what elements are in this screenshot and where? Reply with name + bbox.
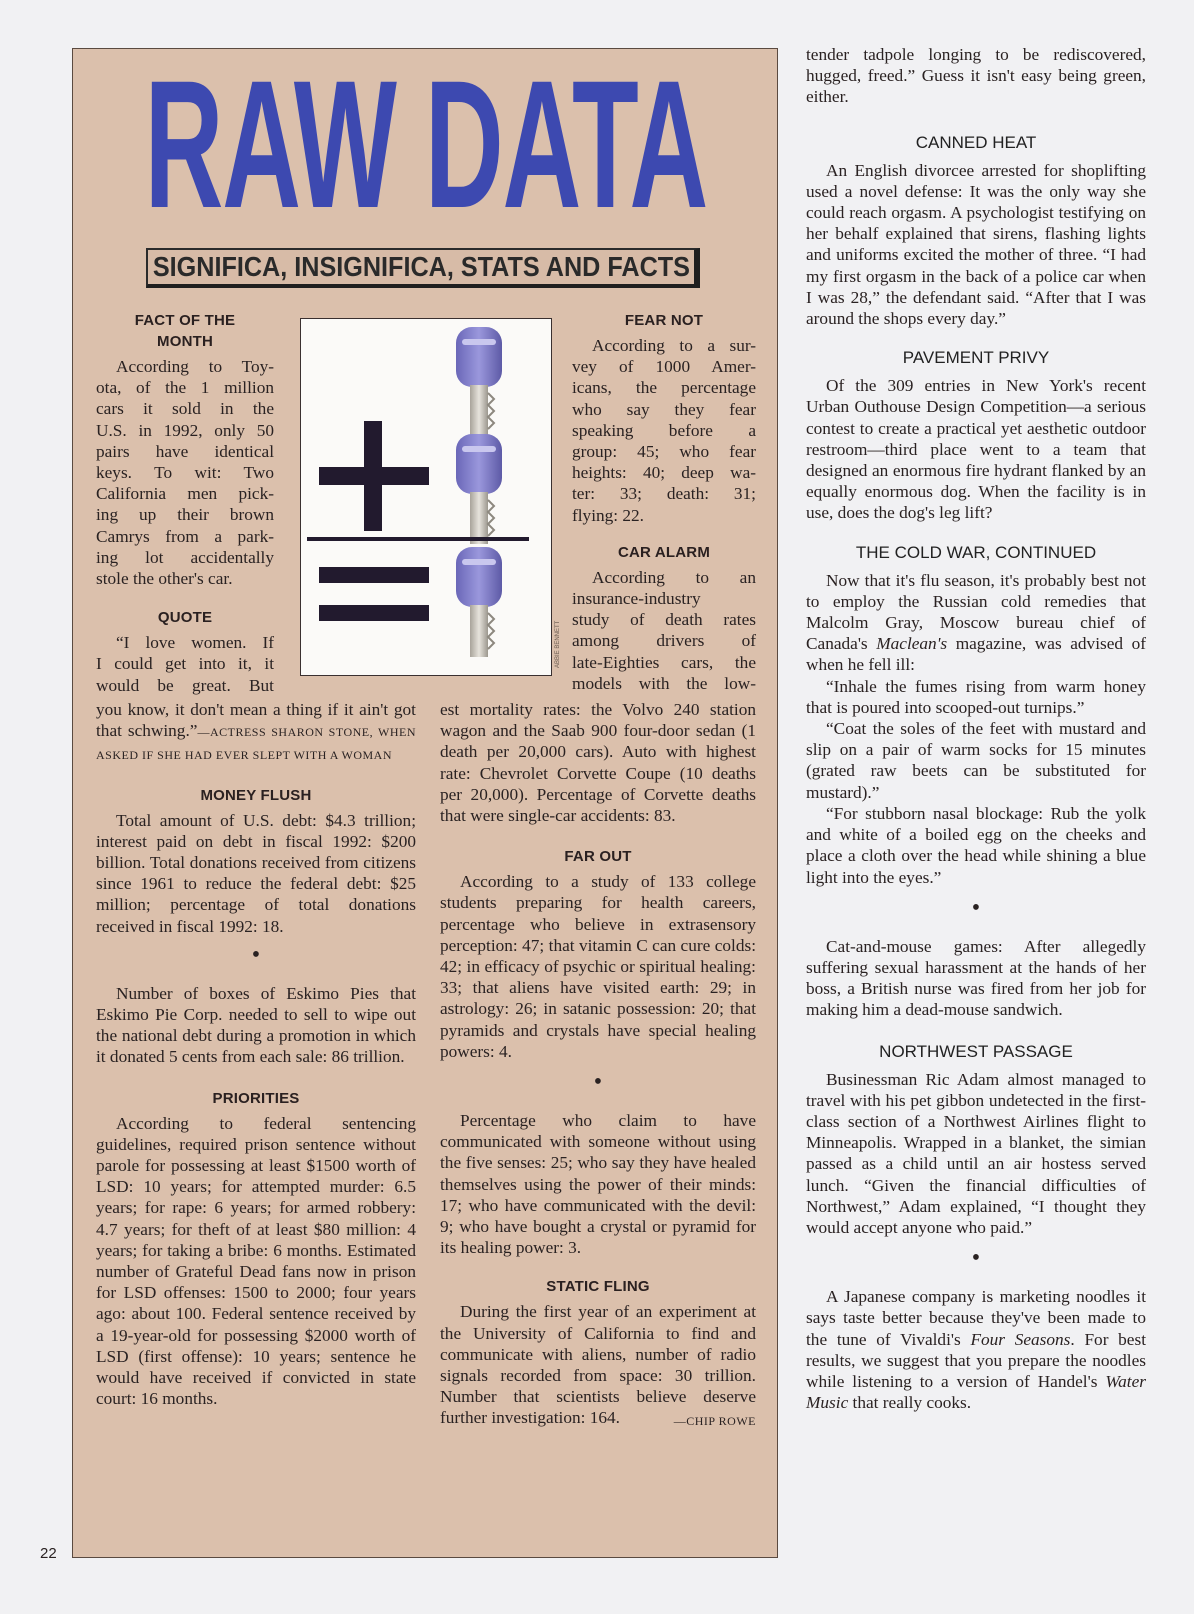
- text-line: pairs have identical: [96, 441, 274, 461]
- keys-illustration: [300, 318, 552, 676]
- keys-equation-graphic: [301, 319, 550, 674]
- text-line: According to an: [592, 567, 756, 587]
- text-line: ter: 33; death: 31;: [572, 484, 756, 504]
- text-line: late-Eighties cars, the: [572, 652, 756, 672]
- money-flush-body: Total amount of U.S. debt: $4.3 trillion; interest paid on debt in fiscal 1992: $200 billion. Total donations received from citizens since 1961 to reduce the federal debt: $25 million; percentage of total donations received in fiscal 1992: 18.: [96, 810, 416, 936]
- text-line: flying: 22.: [572, 505, 645, 525]
- text-line: who say they fear: [572, 399, 756, 419]
- text-line: insurance-industry: [572, 589, 701, 609]
- quote-attribution: —ACTRESS SHARON STONE, WHEN ASKED IF SHE HAD EVER SLEPT WITH A WOMAN: [96, 725, 416, 763]
- page-number: 22: [40, 1545, 57, 1562]
- text-line: group: 45; who fear: [572, 442, 756, 462]
- cold-war-remedy-1: “Inhale the fumes rising from warm honey that is poured into scooped-out turnips.”: [806, 676, 1146, 717]
- text-line: According to a sur-: [592, 336, 756, 355]
- key-icon: [456, 547, 502, 657]
- quote-body-start: [96, 632, 274, 696]
- division-line: [307, 537, 529, 541]
- static-fling-heading: STATIC FLING: [546, 1278, 650, 1296]
- priorities-heading: PRIORITIES: [212, 1089, 300, 1107]
- key-icon: [456, 327, 502, 437]
- text-line: U.S. in 1992, only 50: [96, 420, 274, 440]
- text-line: vey of 1000 Amer-: [572, 357, 756, 377]
- right-column: [806, 44, 1146, 1413]
- text-line: ota, of the 1 million: [96, 378, 274, 398]
- text-line: I could get into it, it: [96, 654, 274, 674]
- cold-war-heading: THE COLD WAR, CONTINUED: [855, 542, 1097, 562]
- text-line: icans, the percentage: [572, 378, 756, 398]
- tadpole-body: tender tadpole longing to be rediscovered, hugged, freed.” Guess it isn't easy being green, either.: [806, 45, 1146, 107]
- text-line: would be great. But: [96, 675, 274, 695]
- text-line: ing lot accidentally: [96, 547, 274, 567]
- text-line: California men pick-: [96, 484, 274, 504]
- canned-heat-heading: CANNED HEAT: [915, 132, 1037, 152]
- cold-war-remedy-3: “For stubborn nasal blockage: Rub the yolk and white of a boiled egg on the cheeks and place a cloth over the head while shining a blue light into the eyes.”: [806, 803, 1146, 887]
- subtitle: SIGNIFICA, INSIGNIFICA, STATS AND FACTS: [152, 251, 690, 282]
- pavement-privy-body: Of the 309 entries in New York's recent Urban Outhouse Design Competition—a serious contest to create a practical yet aesthetic outdoor restroom—third place went to a team that designed an enormous fire hydrant flanked by an equally enormous dog. When the facility is in use, does the dog's leg lift?: [806, 376, 1146, 523]
- text-line: ing up their brown: [96, 505, 274, 525]
- author-byline: —CHIP ROWE: [673, 1414, 756, 1429]
- northwest-passage-body: Businessman Ric Adam almost managed to travel with his pet gibbon undetected in the first-class section of a Northwest Airlines flight to Minneapolis. Wrapped in a blanket, the simian passed as a child until an air hostess served lunch. “Given the financial difficulties of Northwest,” Adam explained, “I thought they would accept anyone who paid.”: [806, 1069, 1146, 1237]
- bullet-divider: •: [971, 1245, 981, 1272]
- cold-war-remedy-2: “Coat the soles of the feet with mustard and slip on a pair of warm socks for 15 minutes (grated raw beets can be substituted for mustard).”: [806, 719, 1146, 802]
- equals-sign-icon: [319, 567, 429, 621]
- cat-and-mouse-body: Cat-and-mouse games: After allegedly suffering sexual harassment at the hands of her boss, a British nurse was fired from her job for making him a dead-mouse sandwich.: [806, 936, 1146, 1020]
- car-alarm-body-start: [572, 567, 756, 694]
- illustration-credit: ABBIE BENNETT: [555, 620, 561, 668]
- car-alarm-heading: CAR ALARM: [617, 543, 711, 561]
- text-line: among drivers of: [572, 631, 756, 651]
- fact-of-the-month-heading: FACT OF THE MONTH: [134, 312, 236, 350]
- text-line: models with the low-: [572, 673, 756, 693]
- pavement-privy-heading: PAVEMENT PRIVY: [902, 348, 1050, 368]
- noodles-body: A Japanese company is marketing noodles it says taste better because they've been made to the tune of Vivaldi's Four Seasons. For best results, we suggest that you prepare the noodles while listening to a version of Handel's Water Music that really cooks.: [806, 1287, 1146, 1413]
- cold-war-intro: Now that it's flu season, it's probably best not to employ the Russian cold remedies that Malcolm Gray, Moscow bureau chief of Canada's Maclean's magazine, was advised of when he fell ill:: [806, 570, 1146, 675]
- telepathy-body: Percentage who claim to have communicated with someone without using the five senses: 25; who say they have healed themselves using the power of their minds: 17; who have communicated with the devil: 9; who have bought a crystal or pyramid for its healing power: 3.: [440, 1111, 756, 1258]
- text-line: cars it sold in the: [96, 399, 274, 419]
- text-line: study of death rates: [572, 610, 756, 630]
- text-line: According to Toy-: [116, 357, 274, 376]
- bullet-divider: •: [593, 1069, 603, 1096]
- static-fling-body: During the first year of an experiment at the University of California to find and communicate with aliens, number of radio signals recorded from space: 30 trillion. Number that scientists believe deserve further investigation: 164. —CHIP ROWE: [440, 1301, 756, 1428]
- plus-sign-icon: [319, 421, 429, 531]
- key-icon: [456, 434, 502, 544]
- text-line: Camrys from a park-: [96, 526, 274, 546]
- quote-body-rest: you know, it don't mean a thing if it ain't got that schwing.”: [96, 700, 416, 741]
- fact-of-the-month-body: [96, 356, 274, 589]
- eskimo-pies-body: Number of boxes of Eskimo Pies that Eskimo Pie Corp. needed to sell to wipe out the national debt during a promotion in which it donated 5 cents from each sale: 86 trillion.: [96, 983, 416, 1067]
- text-line: stole the other's car.: [96, 569, 233, 589]
- far-out-heading: FAR OUT: [564, 848, 632, 866]
- middle-column-top: [572, 310, 756, 694]
- left-column-top: [96, 310, 274, 696]
- priorities-body: According to federal sentencing guidelines, required prison sentence without parole for possessing at least $1500 worth of LSD: 10 years; for attempted murder: 6.5 years; for rape: 6 years; for armed robbery: 4.7 years; for theft of at least $80 million: 4 years; for taking a bribe: 6 months. Estimated number of Grateful Dead fans now in prison for LSD offenses: 1500 to 2000; four years ago: about 100. Federal sentence received by a 19-year-old for possessing $2000 worth of LSD (first offense): 10 years; sentence he would have received if convicted in state court: 16 months.: [96, 1113, 416, 1409]
- text-line: keys. To wit: Two: [96, 463, 274, 483]
- masthead-title: RAW DATA: [144, 42, 708, 246]
- quote-heading: QUOTE: [157, 609, 213, 627]
- bullet-divider: •: [251, 941, 261, 968]
- fear-not-heading: FEAR NOT: [624, 312, 704, 329]
- money-flush-heading: MONEY FLUSH: [200, 786, 312, 804]
- bullet-divider: •: [971, 894, 981, 921]
- text-line: heights: 40; deep wa-: [572, 463, 756, 483]
- text-line: “I love women. If: [116, 633, 274, 653]
- fear-not-body: [572, 335, 756, 526]
- canned-heat-body: An English divorcee arrested for shoplifting used a novel defense: It was the only way she could reach orgasm. A psychologist testifying on her behalf explained that sirens, flashing lights and uniforms excited the mother of three. “I had my first orgasm in the back of a police car when I was 28,” the defendant said. “After that I was around the shops every day.”: [806, 160, 1146, 329]
- northwest-passage-heading: NORTHWEST PASSAGE: [879, 1041, 1073, 1061]
- left-column-bottom: [96, 699, 416, 1409]
- text-line: speaking before a: [572, 420, 756, 440]
- subtitle-box: [146, 248, 700, 288]
- car-alarm-body-rest: est mortality rates: the Volvo 240 station wagon and the Saab 900 four-door sedan (1 death per 20,000 cars). Auto with highest rate: Chevrolet Corvette Coupe (10 deaths per 20,000). Percentage of Corvette deaths that were single-car accidents: 83.: [440, 700, 756, 826]
- middle-column-bottom: [440, 699, 756, 1433]
- far-out-body: According to a study of 133 college students preparing for health careers, percentage who believe in extrasensory perception: 47; that vitamin C can cure colds: 42; in efficacy of psychic or spiritual healing: 33; that aliens have visited earth: 29; in astrology: 26; in satanic possession: 20; that pyramids and crystals have special healing powers: 4.: [440, 872, 756, 1061]
